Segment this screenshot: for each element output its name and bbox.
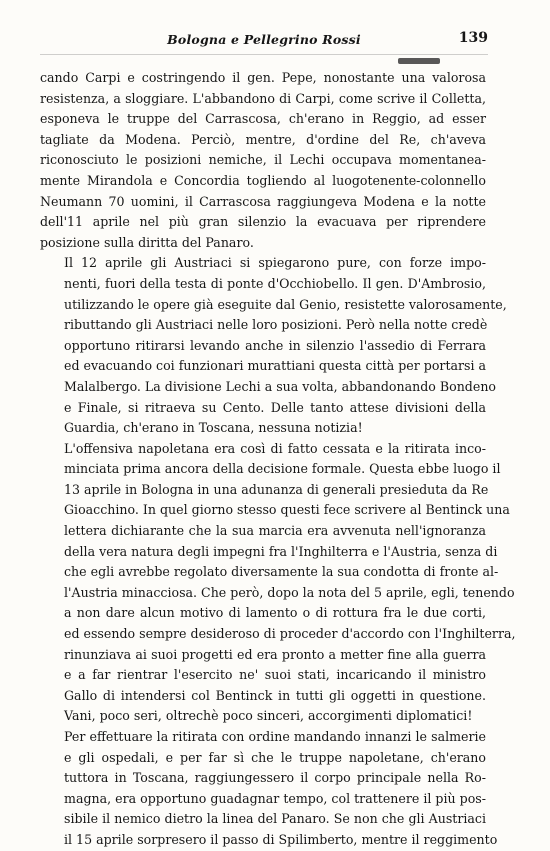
page-header (40, 30, 488, 52)
text-line: della vera natura degli impegni fra l'Inghilterra e l'Austria, senza di (64, 543, 498, 559)
text-line: a non dare alcun motivo di lamento o di rottura fra le due corti, (64, 605, 486, 621)
text-line: lettera dichiarante che la sua marcia era avvenuta nell'ignoranza (64, 523, 486, 539)
page-number: 139 (458, 30, 488, 46)
text-line: Vani, poco seri, oltrechè poco sinceri, accorgimenti diplomatici! (64, 708, 473, 724)
text-line: 13 aprile in Bologna in una adunanza di generali presieduta da Re (64, 481, 489, 497)
text-line: riconosciuto le posizioni nemiche, il Lechi occupava momentanea- (40, 152, 486, 168)
header-rule (40, 54, 488, 55)
text-line: tagliate da Modena. Perciò, mentre, d'ordine del Re, ch'aveva (40, 131, 486, 147)
text-line: Per effettuare la ritirata con ordine mandando innanzi le salmerie (64, 729, 486, 744)
paragraph (40, 253, 507, 438)
scan-smudge (398, 58, 440, 64)
text-line: Gallo di intendersi col Bentinck in tutti gli oggetti in questione. (64, 687, 486, 703)
text-line: minciata prima ancora della decisione formale. Questa ebbe luogo il (64, 461, 501, 477)
text-line: e Finale, si ritraeva su Cento. Delle tanto attese divisioni della (64, 399, 486, 415)
paragraph (40, 68, 486, 253)
text-line: resistenza, a sloggiare. L'abbandono di Carpi, come scrive il Colletta, (40, 90, 486, 106)
text-line: dell'11 aprile nel più gran silenzio la evacuava per riprendere (40, 214, 486, 230)
text-line: che egli avrebbe regolato diversamente la sua condotta di fronte al- (64, 564, 499, 580)
text-line: nenti, fuori della testa di ponte d'Occhiobello. Il gen. D'Ambrosio, (64, 275, 486, 291)
text-line: Gioacchino. In quel giorno stesso questi fece scrivere al Bentinck una (64, 502, 510, 518)
text-line: ed essendo sempre desideroso di proceder d'accordo con l'Inghilterra, (64, 626, 516, 642)
text-line: Guardia, ch'erano in Toscana, nessuna notizia! (64, 420, 363, 436)
text-line: opportuno ritirarsi levando anche in silenzio l'assedio di Ferrara (64, 337, 486, 353)
text-line: ed evacuando coi funzionari murattiani questa città per portarsi a (64, 358, 487, 374)
text-line: rinunziava ai suoi progetti ed era pronto a metter fine alla guerra (64, 646, 486, 662)
running-title: Bologna e Pellegrino Rossi (167, 32, 361, 47)
text-line: Il 12 aprile gli Austriaci si spiegarono pure, con forze impo- (64, 255, 486, 271)
text-line: mente Mirandola e Concordia togliendo al luogotenente-colonnello (40, 172, 486, 188)
text-line: sibile il nemico dietro la linea del Panaro. Se non che gli Austriaci (64, 811, 486, 827)
text-line: l'Austria minacciosa. Che però, dopo la nota del 5 aprile, egli, tenendo (64, 584, 515, 600)
text-line: tuttora in Toscana, raggiungessero il corpo principale nella Ro- (64, 770, 486, 786)
text-line: ributtando gli Austriaci nelle loro posizioni. Però nella notte credè (64, 317, 488, 333)
text-line: utilizzando le opere già eseguite dal Genio, resistette valorosamente, (64, 296, 507, 312)
body-text (40, 68, 516, 851)
text-line: e gli ospedali, e per far sì che le truppe napoletane, ch'erano (64, 749, 486, 765)
text-line: cando Carpi e costringendo il gen. Pepe, nonostante una valorosa (40, 70, 486, 85)
paragraph (40, 439, 516, 727)
text-line: Malalbergo. La divisione Lechi a sua volta, abbandonando Bondeno (64, 378, 497, 394)
text-line: magna, era opportuno guadagnar tempo, col trattenere il più pos- (64, 790, 486, 806)
text-line: L'offensiva napoletana era così di fatto cessata e la ritirata inco- (64, 440, 486, 456)
text-line: il 15 aprile sorpresero il passo di Spilimberto, mentre il reggimento (64, 831, 498, 847)
text-line: posizione sulla diritta del Panaro. (40, 234, 254, 250)
text-line: e a far rientrar l'esercito ne' suoi stati, incaricando il ministro (64, 667, 486, 683)
paragraph (40, 727, 498, 851)
text-line: Neumann 70 uomini, il Carrascosa raggiungeva Modena e la notte (40, 193, 486, 209)
text-line: esponeva le truppe del Carrascosa, ch'erano in Reggio, ad esser (40, 111, 486, 127)
